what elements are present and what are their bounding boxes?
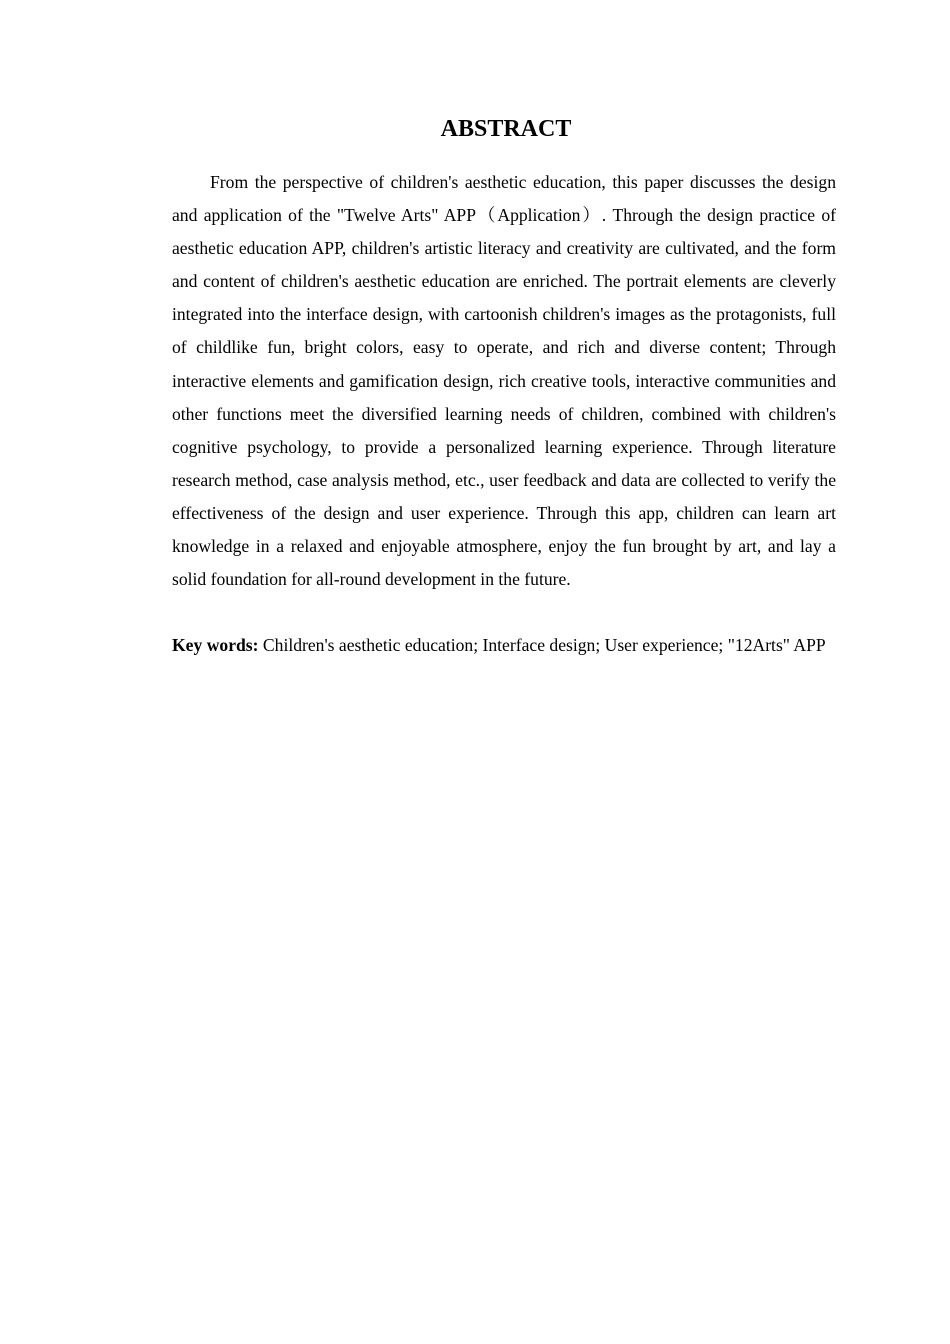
- keywords-text: Children's aesthetic education; Interface design; User experience; "12Arts" APP: [262, 635, 826, 656]
- keywords-paragraph: [172, 629, 836, 662]
- abstract-title: ABSTRACT: [440, 116, 572, 142]
- abstract-section: [172, 112, 836, 662]
- abstract-body: From the perspective of children's aesthetic education, this paper discusses the design and application of the "Twelve Arts" APP（Application）. Through the design practice of aesthetic education APP, children's artistic literacy and creativity are cultivated, and the form and content of children's aesthetic education are enriched. The portrait elements are cleverly integrated into the interface design, with cartoonish children's images as the protagonists, full of childlike fun, bright colors, easy to operate, and rich and diverse content; Through interactive elements and gamification design, rich creative tools, interactive communities and other functions meet the diversified learning needs of children, combined with children's cognitive psychology, to provide a personalized learning experience. Through literature research method, case analysis method, etc., user feedback and data are collected to verify the effectiveness of the design and user experience. Through this app, children can learn art knowledge in a relaxed and enjoyable atmosphere, enjoy the fun brought by art, and lay a solid foundation for all-round development in the future.: [172, 172, 836, 590]
- keywords-label: Key words:: [172, 635, 259, 656]
